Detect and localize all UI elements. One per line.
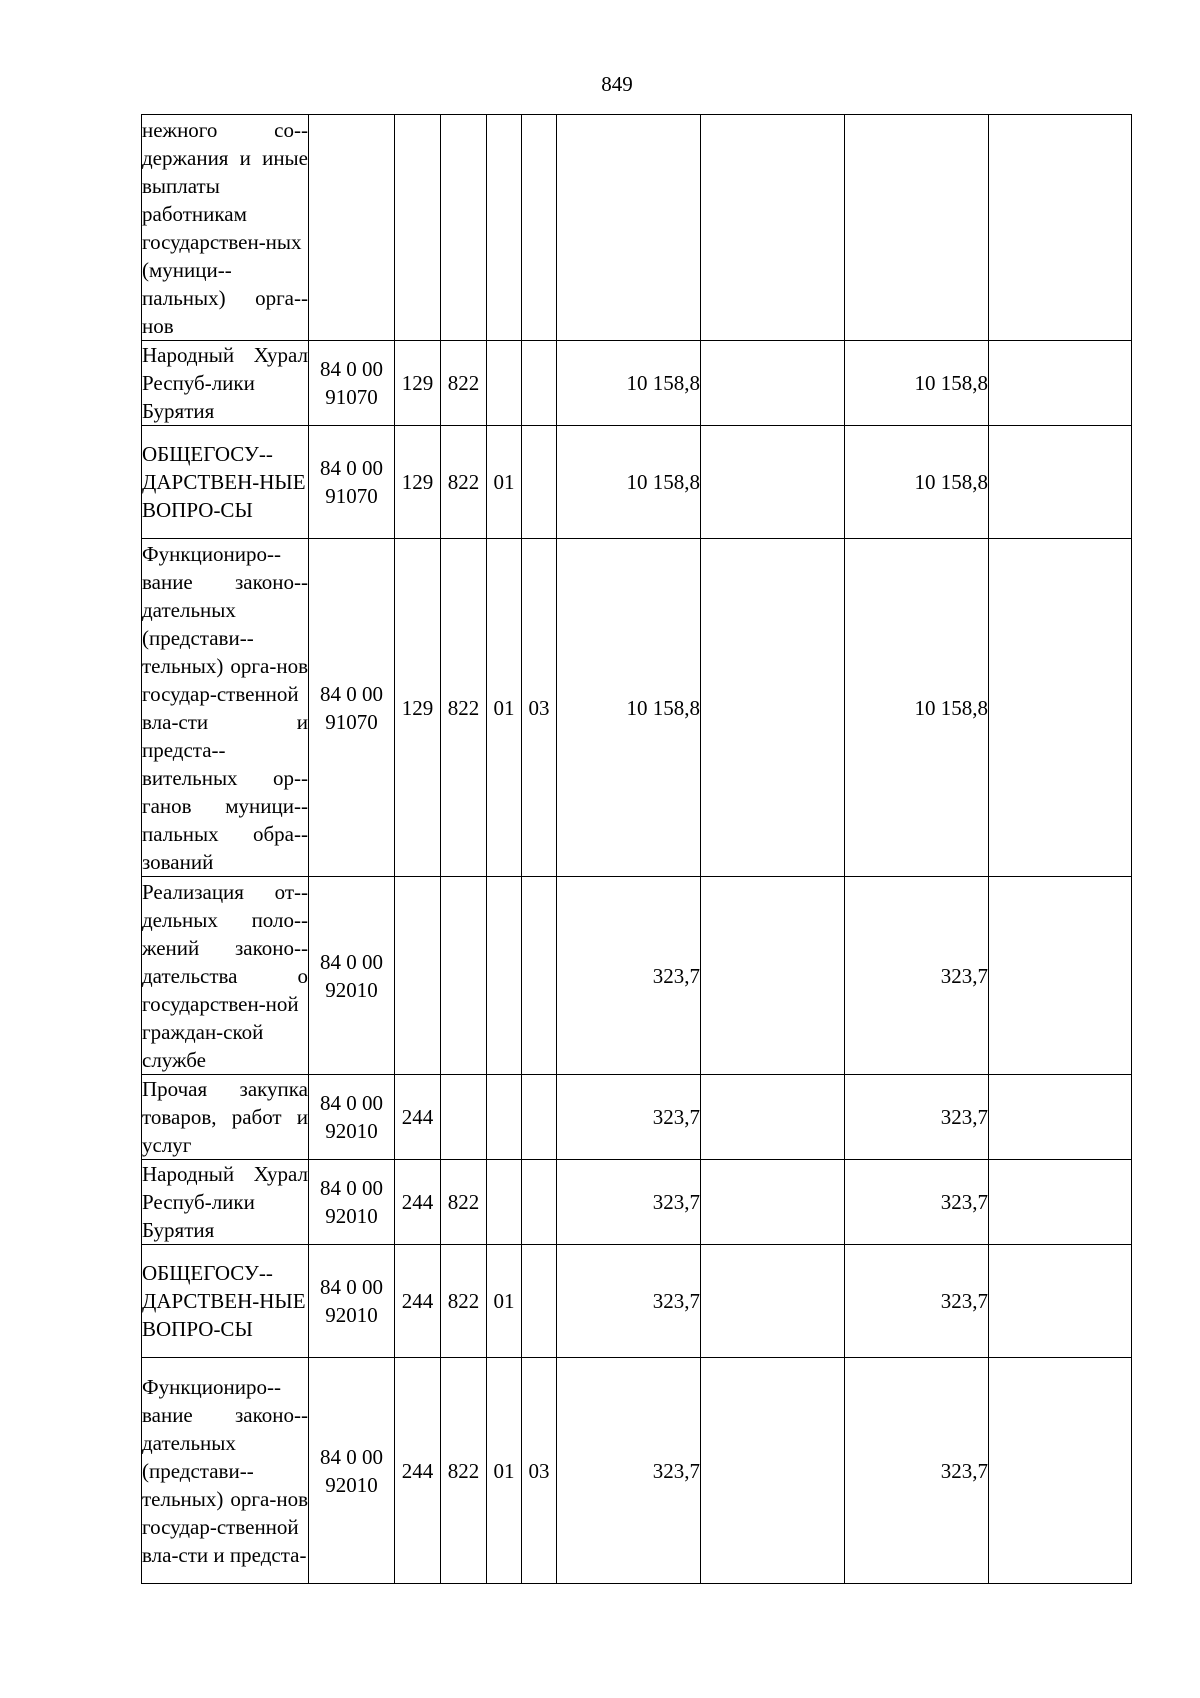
row-sum-4 — [989, 1245, 1132, 1358]
row-expense-type: 129 — [395, 539, 441, 877]
table-row — [142, 539, 1132, 877]
row-section: 01 — [487, 539, 522, 877]
row-target-code: 84 0 00 92010 — [309, 1075, 395, 1160]
row-sum-4 — [989, 115, 1132, 341]
row-subsection — [522, 115, 557, 341]
table-row — [142, 1160, 1132, 1245]
row-target-code: 84 0 00 92010 — [309, 1160, 395, 1245]
row-target-code: 84 0 00 91070 — [309, 539, 395, 877]
table-row — [142, 341, 1132, 426]
row-target-code: 84 0 00 91070 — [309, 426, 395, 539]
row-sum-1: 10 158,8 — [557, 539, 701, 877]
budget-table — [141, 114, 1132, 1584]
row-sum-2 — [701, 877, 845, 1075]
row-sum-3: 10 158,8 — [845, 341, 989, 426]
row-target-code: 84 0 00 91070 — [309, 341, 395, 426]
row-sum-1: 10 158,8 — [557, 426, 701, 539]
row-sum-3: 10 158,8 — [845, 426, 989, 539]
row-expense-type — [395, 877, 441, 1075]
table-row — [142, 877, 1132, 1075]
row-subsection — [522, 877, 557, 1075]
row-sum-2 — [701, 1358, 845, 1584]
row-sum-3: 323,7 — [845, 877, 989, 1075]
row-expense-type: 244 — [395, 1358, 441, 1584]
row-sum-3 — [845, 115, 989, 341]
row-target-code: 84 0 00 92010 — [309, 1245, 395, 1358]
row-name: ОБЩЕГОСУ-ДАРСТВЕН-НЫЕ ВОПРО-СЫ — [142, 1245, 309, 1358]
row-target-code: 84 0 00 92010 — [309, 877, 395, 1075]
row-sum-4 — [989, 426, 1132, 539]
row-sum-2 — [701, 1160, 845, 1245]
row-section — [487, 341, 522, 426]
row-name: Народный Хурал Респуб-лики Бурятия — [142, 1160, 309, 1245]
row-target-code — [309, 115, 395, 341]
row-sum-2 — [701, 115, 845, 341]
row-expense-type: 244 — [395, 1160, 441, 1245]
row-sum-3: 10 158,8 — [845, 539, 989, 877]
row-subsection — [522, 426, 557, 539]
row-sum-1: 323,7 — [557, 1245, 701, 1358]
row-sum-3: 323,7 — [845, 1358, 989, 1584]
table-row — [142, 115, 1132, 341]
row-sum-4 — [989, 1075, 1132, 1160]
row-sum-1 — [557, 115, 701, 341]
row-department-code: 822 — [441, 1245, 487, 1358]
row-name: Функциониро-вание законо-дательных (представи-тельных) орга-нов государ-ственной вла-сти и предста-вительных ор-ганов муници-пальных обра-зований — [142, 539, 309, 877]
row-subsection — [522, 1075, 557, 1160]
row-sum-4 — [989, 539, 1132, 877]
row-section: 01 — [487, 1245, 522, 1358]
row-sum-4 — [989, 1160, 1132, 1245]
row-expense-type: 244 — [395, 1245, 441, 1358]
row-sum-1: 323,7 — [557, 1358, 701, 1584]
row-sum-1: 10 158,8 — [557, 341, 701, 426]
table-row — [142, 1245, 1132, 1358]
row-target-code: 84 0 00 92010 — [309, 1358, 395, 1584]
row-name: нежного со-держания и иные выплаты работникам государствен-ных (муници-пальных) орга-нов — [142, 115, 309, 341]
row-sum-3: 323,7 — [845, 1160, 989, 1245]
row-department-code — [441, 877, 487, 1075]
row-sum-1: 323,7 — [557, 1160, 701, 1245]
row-name: Реализация от-дельных поло-жений законо-дательства о государствен-ной граждан-ской службе — [142, 877, 309, 1075]
row-name: Прочая закупка товаров, работ и услуг — [142, 1075, 309, 1160]
row-sum-2 — [701, 539, 845, 877]
row-name: ОБЩЕГОСУ-ДАРСТВЕН-НЫЕ ВОПРО-СЫ — [142, 426, 309, 539]
row-department-code — [441, 115, 487, 341]
row-subsection: 03 — [522, 1358, 557, 1584]
row-sum-3: 323,7 — [845, 1075, 989, 1160]
row-sum-1: 323,7 — [557, 877, 701, 1075]
row-department-code: 822 — [441, 1358, 487, 1584]
row-subsection — [522, 341, 557, 426]
row-subsection: 03 — [522, 539, 557, 877]
row-expense-type — [395, 115, 441, 341]
row-name: Функциониро-вание законо-дательных (представи-тельных) орга-нов государ-ственной вла-сти и предста- — [142, 1358, 309, 1584]
row-department-code: 822 — [441, 1160, 487, 1245]
table-body — [142, 115, 1132, 1584]
row-expense-type: 129 — [395, 426, 441, 539]
row-sum-2 — [701, 1075, 845, 1160]
row-department-code: 822 — [441, 341, 487, 426]
row-sum-2 — [701, 341, 845, 426]
row-sum-2 — [701, 426, 845, 539]
page-number: 849 — [601, 72, 633, 96]
row-department-code — [441, 1075, 487, 1160]
row-name: Народный Хурал Респуб-лики Бурятия — [142, 341, 309, 426]
row-subsection — [522, 1245, 557, 1358]
table-row — [142, 426, 1132, 539]
row-sum-4 — [989, 1358, 1132, 1584]
row-section: 01 — [487, 1358, 522, 1584]
table-row — [142, 1358, 1132, 1584]
row-sum-4 — [989, 877, 1132, 1075]
row-section — [487, 1075, 522, 1160]
row-subsection — [522, 1160, 557, 1245]
row-section — [487, 115, 522, 341]
row-expense-type: 129 — [395, 341, 441, 426]
row-sum-2 — [701, 1245, 845, 1358]
table-row — [142, 1075, 1132, 1160]
row-expense-type: 244 — [395, 1075, 441, 1160]
row-department-code: 822 — [441, 426, 487, 539]
row-sum-3: 323,7 — [845, 1245, 989, 1358]
row-section — [487, 877, 522, 1075]
row-section — [487, 1160, 522, 1245]
row-sum-1: 323,7 — [557, 1075, 701, 1160]
row-department-code: 822 — [441, 539, 487, 877]
row-section: 01 — [487, 426, 522, 539]
row-sum-4 — [989, 341, 1132, 426]
